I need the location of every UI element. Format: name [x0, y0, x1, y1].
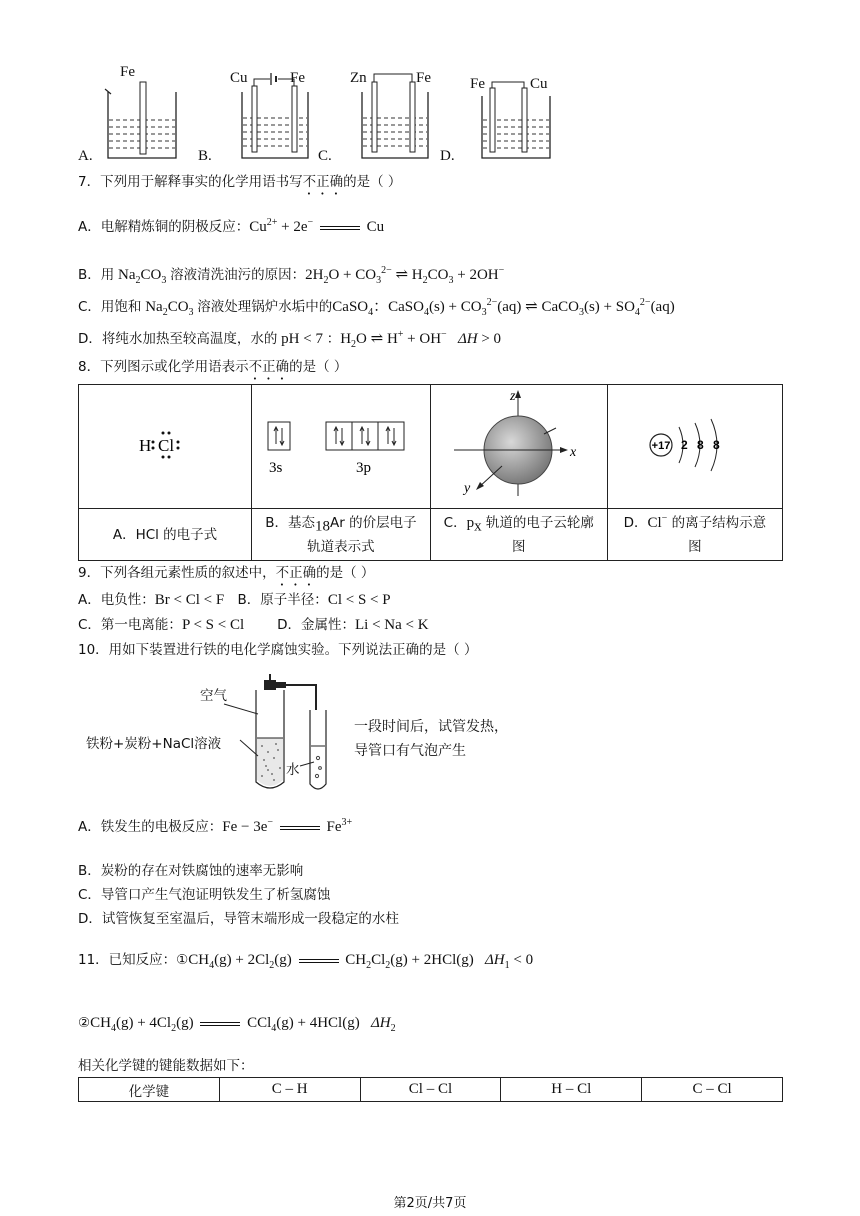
option-letter-c: C. — [318, 148, 332, 164]
q10-option-c[interactable]: C．导管口产生气泡证明铁发生了析氢腐蚀 — [78, 887, 331, 903]
label-water: 水 — [286, 762, 300, 778]
q7-option-c[interactable]: C．用饱和 $Na_2CO_3$ 溶液处理锅炉水垢中的CaSO$_4$：CaSO$_4$(s) + $CO_3^{2-}(aq)$ ⇌ CaCO$_3$(s) + $SO_4^{2-}(aq)$ — [78, 297, 675, 318]
q8-stem: 8．下列图示或化学用语表示不正确的是（ ） — [78, 359, 348, 375]
q6-figure-a — [78, 62, 188, 166]
cl-ion-structure — [625, 405, 765, 485]
page-footer: 第2页/共7页 — [393, 1196, 467, 1211]
electrode-label-fe: Fe — [290, 70, 305, 86]
q8-options-table — [78, 384, 783, 561]
q9-options-row2 — [78, 615, 429, 635]
svg-text:x: x — [569, 444, 576, 460]
q10-stem: 10．用如下装置进行铁的电化学腐蚀实验。下列说法正确的是（ ） — [78, 642, 478, 658]
svg-text:2: 2 — [680, 437, 688, 452]
q11-table-intro: 相关化学键的键能数据如下： — [78, 1058, 254, 1074]
electrode-label-cu: Cu — [230, 70, 248, 86]
apparatus-note-2: 导管口有气泡产生 — [354, 743, 466, 759]
table-header-clcl: Cl – Cl — [360, 1078, 501, 1102]
svg-text:3s: 3s — [268, 459, 283, 476]
q7-option-a[interactable]: A．电解精炼铜的阴极反应：$Cu^{2+} + 2e^-$ Cu — [78, 217, 385, 235]
q8-option-c[interactable]: C．$p_x$ 轨道的电子云轮廓 图 — [430, 509, 607, 561]
q7-stem: 7．下列用于解释事实的化学用语书写不正确的是（ ） — [78, 174, 402, 190]
q9-option-c[interactable]: C．第一电离能：P < S < Cl — [78, 617, 245, 633]
bond-energy-table — [78, 1077, 783, 1102]
q9-option-a[interactable]: A．电负性：Br < Cl < F — [78, 592, 225, 608]
label-iron-carbon-nacl: 铁粉+炭粉+NaCl溶液 — [86, 736, 222, 752]
q8-cell-d-figure — [607, 385, 782, 509]
hcl-lewis-structure — [125, 420, 205, 470]
q8-cell-b-figure — [252, 385, 431, 509]
svg-text:H: H — [139, 435, 152, 455]
table-header-bond: 化学键 — [79, 1078, 220, 1102]
apparatus-note-1: 一段时间后，试管发热， — [354, 719, 508, 735]
svg-text:Cl: Cl — [158, 435, 175, 455]
option-letter-a: A. — [78, 148, 93, 164]
q6-figure-b — [198, 62, 318, 166]
svg-text:y: y — [463, 480, 470, 496]
svg-text:3p: 3p — [355, 459, 371, 476]
svg-text:z: z — [509, 388, 516, 404]
beaker-diagram-d — [440, 62, 570, 166]
q9-options-row1 — [78, 590, 391, 610]
q9-stem: 9．下列各组元素性质的叙述中，不正确的是（ ） — [78, 565, 375, 581]
electrode-label-fe: Fe — [416, 70, 431, 86]
ar-orbital-diagram — [256, 410, 426, 480]
q10-option-b[interactable]: B．炭粉的存在对铁腐蚀的速率无影响 — [78, 863, 304, 879]
electrode-label-cu: Cu — [530, 76, 548, 92]
option-letter-d: D. — [440, 148, 455, 164]
q8-option-d[interactable]: D．Cl− 的离子结构示意 图 — [607, 509, 782, 561]
q11-reaction-2: $②CH_4(g) + 4Cl_2(g) CCl_4(g) + 4HCl(g)$ $\Delta H_2$ — [78, 1015, 396, 1034]
svg-text:+17: +17 — [651, 439, 671, 452]
q9-option-d[interactable]: D．金属性：Li < Na < K — [277, 617, 429, 633]
q11-reaction-1: 11．已知反应：$①CH_4(g) + 2Cl_2(g) CH_2Cl_2(g) + 2HCl(g) \Delta H_1 < 0$ — [78, 952, 534, 971]
option-letter-b: B. — [198, 148, 212, 164]
electrode-label-fe: Fe — [470, 76, 485, 92]
q8-option-b[interactable]: B．基态$_{18}$Ar 的价层电子 轨道表示式 — [252, 509, 431, 561]
table-header-ccl: C – Cl — [642, 1078, 783, 1102]
label-air: 空气 — [200, 688, 227, 704]
px-orbital-diagram — [434, 386, 604, 504]
q7-option-d[interactable]: D．将纯水加热至较高温度，水的 pH < 7 ：$H_2O$ ⇌ H+ + OH− ΔH > 0 — [78, 329, 502, 350]
q8-cell-c-figure — [430, 385, 607, 509]
table-header-ch: C – H — [219, 1078, 360, 1102]
electrode-label-fe: Fe — [120, 64, 135, 80]
svg-text:8: 8 — [696, 437, 704, 452]
table-header-hcl: H – Cl — [501, 1078, 642, 1102]
q10-option-a[interactable]: A．铁发生的电极反应：Fe − 3e− $Fe^{3+}$ — [78, 817, 353, 835]
svg-text:8: 8 — [712, 437, 720, 452]
q6-figure-d — [440, 62, 570, 166]
q8-option-a[interactable]: A．HCl 的电子式 — [79, 509, 252, 561]
q7-option-b[interactable]: B．用 $Na_2CO_3$ 溶液清洗油污的原因：$2H_2O + CO_3^{2-}$ ⇌ $H_2CO_3 + 2OH^-$ — [78, 265, 505, 286]
electrode-label-zn: Zn — [350, 70, 367, 86]
q10-apparatus — [78, 670, 558, 794]
q8-cell-a-figure — [79, 385, 252, 509]
q10-option-d[interactable]: D．试管恢复至室温后，导管末端形成一段稳定的水柱 — [78, 911, 399, 927]
q6-figure-c — [318, 62, 438, 166]
q9-option-b[interactable]: B．原子半径：Cl < S < P — [237, 592, 391, 608]
